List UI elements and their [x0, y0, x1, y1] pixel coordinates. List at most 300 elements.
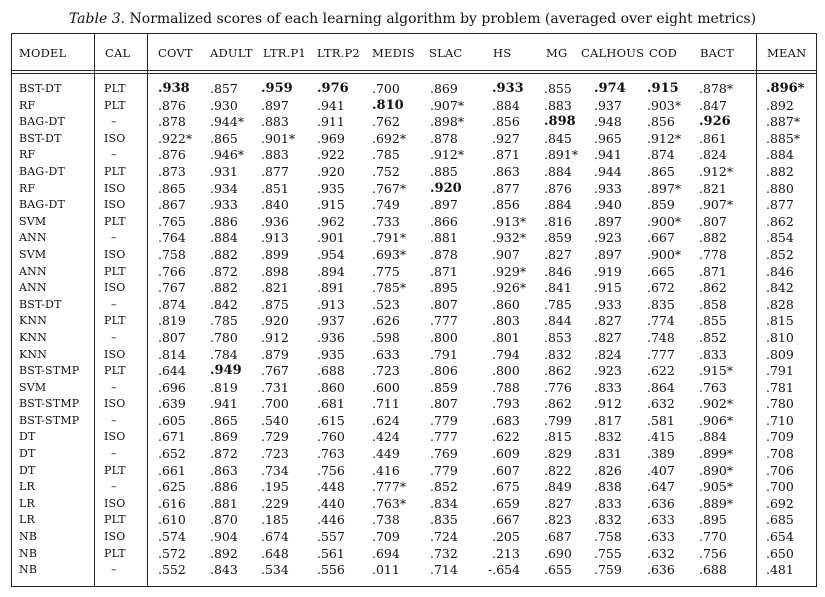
score-cell-adult: .872 [210, 446, 238, 462]
score-cell-medis: .692* [372, 130, 407, 146]
score-cell-cod: .672 [647, 280, 675, 296]
calibration-cell: ISO [104, 198, 126, 212]
score-cell-hs: .675 [492, 479, 520, 495]
score-cell-calhous: .833 [594, 379, 622, 395]
model-cell: BAG-DT [19, 164, 66, 178]
score-cell-calhous: .824 [594, 346, 622, 362]
score-cell-bact: .905* [699, 479, 734, 495]
score-cell-covt: .605 [158, 412, 186, 428]
table-row [12, 147, 816, 164]
score-cell-mean: .880 [766, 180, 794, 196]
score-cell-hs: .877 [492, 180, 520, 196]
score-cell-hs: .793 [492, 396, 520, 412]
score-cell-mean: .654 [766, 529, 794, 545]
score-cell-adult: .780 [210, 329, 238, 345]
calibration-cell: PLT [104, 364, 126, 378]
score-cell-medis: .711 [372, 396, 400, 412]
score-cell-hs: .205 [492, 529, 520, 545]
score-cell-hs: .871 [492, 147, 520, 163]
score-cell-hs: .907 [492, 246, 520, 262]
score-cell-mean: .882 [766, 163, 794, 179]
score-cell-cod: .897* [647, 180, 682, 196]
score-cell-bact: .807 [699, 213, 727, 229]
score-cell-adult: .865 [210, 412, 238, 428]
score-cell-bact: .855 [699, 313, 727, 329]
model-cell: RF [19, 98, 36, 112]
column-header-covt: COVT [158, 46, 193, 60]
model-cell: BST-DT [19, 82, 62, 95]
score-cell-adult: .869 [210, 429, 238, 445]
score-cell-mg: .884 [544, 197, 572, 213]
score-cell-mean: .854 [766, 230, 794, 246]
score-cell-adult: .886 [210, 479, 238, 495]
score-cell-ltr-p2: .440 [317, 495, 345, 511]
score-cell-mg: .862 [544, 396, 572, 412]
score-cell-adult: .819 [210, 379, 238, 395]
score-cell-cod: .903* [647, 97, 682, 113]
table-row [12, 429, 816, 446]
calibration-cell: ISO [104, 347, 126, 361]
score-cell-covt: .639 [158, 396, 186, 412]
score-cell-calhous: .755 [594, 545, 622, 561]
score-cell-ltr-p1: .920 [261, 313, 289, 329]
model-cell: BST-STMP [19, 364, 80, 378]
score-cell-mg: .841 [544, 280, 572, 296]
score-cell-bact: .821 [699, 180, 727, 196]
model-cell: KNN [19, 347, 48, 361]
calibration-cell: PLT [104, 463, 126, 477]
score-cell-hs: .622 [492, 429, 520, 445]
model-cell: LR [19, 480, 35, 494]
score-cell-slac: .834 [430, 495, 458, 511]
score-cell-hs: .609 [492, 446, 520, 462]
model-cell: DT [19, 447, 36, 461]
score-cell-mg: .876 [544, 180, 572, 196]
score-cell-cod: .900* [647, 213, 682, 229]
score-cell-mean: .852 [766, 246, 794, 262]
score-cell-hs: .800 [492, 363, 520, 379]
score-cell-mg: .827 [544, 495, 572, 511]
score-cell-ltr-p1: .195 [261, 479, 289, 495]
score-cell-mean: .481 [766, 562, 794, 578]
score-cell-ltr-p1: .898 [261, 263, 289, 279]
score-cell-cod: .777 [647, 346, 675, 362]
score-cell-ltr-p2: .446 [317, 512, 345, 528]
score-cell-bact: .915* [699, 363, 734, 379]
score-cell-ltr-p1: .840 [261, 197, 289, 213]
column-header-adult: ADULT [210, 46, 253, 60]
model-cell: BAG-DT [19, 115, 66, 129]
score-cell-mg: .883 [544, 97, 572, 113]
score-cell-covt: .552 [158, 562, 186, 578]
score-cell-bact: .861 [699, 130, 727, 146]
calibration-cell: ISO [104, 281, 126, 295]
score-cell-adult: .870 [210, 512, 238, 528]
score-cell-adult: .882 [210, 280, 238, 296]
model-cell: ANN [19, 231, 47, 245]
column-header-mg: MG [546, 46, 568, 60]
score-cell-mg: .849 [544, 479, 572, 495]
results-table [11, 33, 817, 587]
model-cell: DT [19, 463, 36, 477]
score-cell-calhous: .941 [594, 147, 622, 163]
table-body [12, 81, 816, 579]
score-cell-covt: .876 [158, 97, 186, 113]
score-cell-adult: .785 [210, 313, 238, 329]
model-cell: BST-STMP [19, 397, 80, 411]
calibration-cell: – [111, 413, 117, 427]
score-cell-ltr-p2: .911 [317, 114, 345, 130]
score-cell-medis: .709 [372, 529, 400, 545]
table-row [12, 396, 816, 413]
score-cell-mg: .862 [544, 363, 572, 379]
score-cell-calhous: .827 [594, 329, 622, 345]
score-cell-cod: .856 [647, 114, 675, 130]
score-cell-ltr-p2: .941 [317, 97, 345, 113]
score-cell-mean: .706 [766, 462, 794, 478]
score-cell-ltr-p1: .540 [261, 412, 289, 428]
score-cell-bact: .847 [699, 97, 727, 113]
calibration-cell: – [111, 297, 117, 311]
score-cell-mg: .884 [544, 163, 572, 179]
score-cell-hs: .913* [492, 213, 527, 229]
score-cell-hs: .926* [492, 280, 527, 296]
score-cell-cod: .622 [647, 363, 675, 379]
model-cell: ANN [19, 264, 47, 278]
score-cell-slac: .907* [430, 97, 465, 113]
score-cell-calhous: .817 [594, 412, 622, 428]
score-cell-calhous: .831 [594, 446, 622, 462]
model-cell: SVM [19, 247, 47, 261]
model-cell: RF [19, 181, 36, 195]
caption-label: Table 3. [68, 11, 126, 27]
score-cell-ltr-p1: .883 [261, 147, 289, 163]
calibration-cell: ISO [104, 131, 126, 145]
calibration-cell: – [111, 231, 117, 245]
score-cell-medis: .791* [372, 230, 407, 246]
score-cell-cod: .874 [647, 147, 675, 163]
score-cell-bact: .889* [699, 495, 734, 511]
table-row [12, 230, 816, 247]
score-cell-hs: .927 [492, 130, 520, 146]
score-cell-covt: .878 [158, 114, 186, 130]
score-cell-ltr-p1: .901* [261, 130, 296, 146]
score-cell-medis: .775 [372, 263, 400, 279]
model-cell: BAG-DT [19, 198, 66, 212]
score-cell-bact: .899* [699, 446, 734, 462]
model-cell: ANN [19, 281, 47, 295]
score-cell-cod: .389 [647, 446, 675, 462]
score-cell-covt: .865 [158, 180, 186, 196]
table-row [12, 512, 816, 529]
score-cell-slac: .806 [430, 363, 458, 379]
score-cell-ltr-p2: .763 [317, 446, 345, 462]
score-cell-ltr-p2: .962 [317, 213, 345, 229]
score-cell-mean: .685 [766, 512, 794, 528]
score-cell-slac: .779 [430, 462, 458, 478]
score-cell-cod: .407 [647, 462, 675, 478]
calibration-cell: PLT [104, 546, 126, 560]
score-cell-ltr-p1: .875 [261, 296, 289, 312]
score-cell-cod: .636 [647, 495, 675, 511]
calibration-cell: PLT [104, 164, 126, 178]
model-cell: NB [19, 563, 38, 577]
score-cell-mean: .892 [766, 97, 794, 113]
score-cell-calhous: .827 [594, 313, 622, 329]
score-cell-hs: .667 [492, 512, 520, 528]
score-cell-hs: .213 [492, 545, 520, 561]
score-cell-calhous: .944 [594, 163, 622, 179]
header-rule-1 [12, 70, 816, 71]
score-cell-calhous: .919 [594, 263, 622, 279]
score-cell-medis: .694 [372, 545, 400, 561]
score-cell-calhous: .838 [594, 479, 622, 495]
score-cell-covt: .819 [158, 313, 186, 329]
score-cell-adult: .944* [210, 114, 245, 130]
score-cell-covt: .873 [158, 163, 186, 179]
score-cell-slac: .920 [430, 180, 462, 196]
table-row [12, 280, 816, 297]
score-cell-covt: .765 [158, 213, 186, 229]
score-cell-mean: .842 [766, 280, 794, 296]
table-row [12, 330, 816, 347]
score-cell-mg: .844 [544, 313, 572, 329]
score-cell-ltr-p2: .915 [317, 197, 345, 213]
table-row [12, 197, 816, 214]
score-cell-ltr-p1: .674 [261, 529, 289, 545]
score-cell-medis: .416 [372, 462, 400, 478]
model-cell: LR [19, 513, 35, 527]
score-cell-cod: .633 [647, 512, 675, 528]
score-cell-mg: .823 [544, 512, 572, 528]
score-cell-covt: .766 [158, 263, 186, 279]
table-row [12, 413, 816, 430]
score-cell-slac: .777 [430, 429, 458, 445]
score-cell-covt: .874 [158, 296, 186, 312]
table-row [12, 81, 816, 98]
table-row [12, 297, 816, 314]
score-cell-cod: .636 [647, 562, 675, 578]
score-cell-mean: .896* [766, 81, 805, 96]
score-cell-cod: .900* [647, 246, 682, 262]
table-row [12, 496, 816, 513]
score-cell-ltr-p1: .185 [261, 512, 289, 528]
score-cell-bact: .756 [699, 545, 727, 561]
score-cell-covt: .696 [158, 379, 186, 395]
score-cell-medis: .749 [372, 197, 400, 213]
score-cell-hs: .683 [492, 412, 520, 428]
score-cell-covt: .644 [158, 363, 186, 379]
score-cell-mg: .687 [544, 529, 572, 545]
score-cell-cod: .647 [647, 479, 675, 495]
score-cell-mg: .776 [544, 379, 572, 395]
score-cell-mg: .815 [544, 429, 572, 445]
calibration-cell: ISO [104, 397, 126, 411]
calibration-cell: – [111, 115, 117, 129]
score-cell-mg: .829 [544, 446, 572, 462]
score-cell-ltr-p2: .935 [317, 346, 345, 362]
score-cell-ltr-p2: .913 [317, 296, 345, 312]
model-cell: LR [19, 496, 35, 510]
score-cell-mg: .827 [544, 246, 572, 262]
table-row [12, 214, 816, 231]
column-header-cod: COD [649, 46, 678, 60]
score-cell-mean: .884 [766, 147, 794, 163]
score-cell-ltr-p2: .935 [317, 180, 345, 196]
header-rule-2 [12, 73, 816, 74]
score-cell-mg: .822 [544, 462, 572, 478]
score-cell-mean: .887* [766, 114, 801, 130]
score-cell-bact: .884 [699, 429, 727, 445]
score-cell-medis: .777* [372, 479, 407, 495]
score-cell-calhous: .758 [594, 529, 622, 545]
score-cell-slac: .777 [430, 313, 458, 329]
score-cell-hs: .884 [492, 97, 520, 113]
score-cell-adult: .949 [210, 363, 242, 379]
table-caption [0, 11, 825, 27]
score-cell-ltr-p1: .229 [261, 495, 289, 511]
score-cell-mg: .785 [544, 296, 572, 312]
score-cell-mean: .810 [766, 329, 794, 345]
score-cell-ltr-p1: .851 [261, 180, 289, 196]
score-cell-ltr-p2: .756 [317, 462, 345, 478]
table-row [12, 98, 816, 115]
score-cell-adult: .931 [210, 163, 238, 179]
score-cell-bact: .833 [699, 346, 727, 362]
score-cell-hs: .794 [492, 346, 520, 362]
score-cell-covt: .764 [158, 230, 186, 246]
score-cell-hs: .863 [492, 163, 520, 179]
score-cell-covt: .767 [158, 280, 186, 296]
score-cell-medis: .700 [372, 81, 400, 96]
score-cell-ltr-p1: .534 [261, 562, 289, 578]
score-cell-adult: .857 [210, 81, 238, 96]
score-cell-adult: .884 [210, 230, 238, 246]
score-cell-medis: .738 [372, 512, 400, 528]
calibration-cell: PLT [104, 98, 126, 112]
score-cell-ltr-p2: .894 [317, 263, 345, 279]
score-cell-mean: .885* [766, 130, 801, 146]
table-row [12, 114, 816, 131]
score-cell-cod: .667 [647, 230, 675, 246]
score-cell-mg: .845 [544, 130, 572, 146]
score-cell-ltr-p2: .615 [317, 412, 345, 428]
score-cell-mg: .855 [544, 81, 572, 96]
score-cell-medis: .598 [372, 329, 400, 345]
score-cell-ltr-p1: .700 [261, 396, 289, 412]
score-cell-slac: .732 [430, 545, 458, 561]
column-header-ltr-p2: LTR.P2 [317, 46, 360, 60]
score-cell-ltr-p1: .821 [261, 280, 289, 296]
score-cell-covt: .807 [158, 329, 186, 345]
score-cell-mg: .655 [544, 562, 572, 578]
score-cell-calhous: .933 [594, 180, 622, 196]
score-cell-calhous: .759 [594, 562, 622, 578]
score-cell-calhous: .937 [594, 97, 622, 113]
score-cell-bact: .688 [699, 562, 727, 578]
column-header-calhous: CALHOUS [581, 46, 645, 60]
score-cell-calhous: .826 [594, 462, 622, 478]
score-cell-slac: .898* [430, 114, 465, 130]
calibration-cell: – [111, 480, 117, 494]
score-cell-slac: .871 [430, 263, 458, 279]
score-cell-slac: .769 [430, 446, 458, 462]
score-cell-cod: .665 [647, 263, 675, 279]
calibration-cell: PLT [104, 82, 126, 95]
calibration-cell: – [111, 563, 117, 577]
score-cell-covt: .922* [158, 130, 193, 146]
score-cell-medis: .424 [372, 429, 400, 445]
table-row [12, 347, 816, 364]
score-cell-mean: .708 [766, 446, 794, 462]
calibration-cell: – [111, 330, 117, 344]
score-cell-adult: .892 [210, 545, 238, 561]
score-cell-bact: .770 [699, 529, 727, 545]
score-cell-slac: .779 [430, 412, 458, 428]
score-cell-ltr-p1: .729 [261, 429, 289, 445]
score-cell-calhous: .897 [594, 246, 622, 262]
score-cell-covt: .652 [158, 446, 186, 462]
table-row [12, 313, 816, 330]
score-cell-mg: .799 [544, 412, 572, 428]
score-cell-ltr-p2: .976 [317, 81, 349, 96]
column-header-cal: CAL [105, 46, 131, 60]
score-cell-ltr-p1: .877 [261, 163, 289, 179]
model-cell: BST-DT [19, 131, 62, 145]
score-cell-medis: .810 [372, 97, 404, 113]
model-cell: SVM [19, 380, 47, 394]
score-cell-mg: .859 [544, 230, 572, 246]
score-cell-calhous: .923 [594, 363, 622, 379]
score-cell-ltr-p2: .561 [317, 545, 345, 561]
model-cell: KNN [19, 330, 48, 344]
score-cell-hs: .932* [492, 230, 527, 246]
score-cell-ltr-p2: .891 [317, 280, 345, 296]
score-cell-mean: .709 [766, 429, 794, 445]
score-cell-cod: .581 [647, 412, 675, 428]
score-cell-hs: .856 [492, 197, 520, 213]
score-cell-calhous: .923 [594, 230, 622, 246]
score-cell-medis: .633 [372, 346, 400, 362]
score-cell-covt: .616 [158, 495, 186, 511]
score-cell-cod: .865 [647, 163, 675, 179]
score-cell-medis: .767* [372, 180, 407, 196]
score-cell-bact: .882 [699, 230, 727, 246]
score-cell-hs: .803 [492, 313, 520, 329]
column-header-bact: BACT [700, 46, 735, 60]
score-cell-adult: .933 [210, 197, 238, 213]
score-cell-hs: .659 [492, 495, 520, 511]
calibration-cell: ISO [104, 247, 126, 261]
score-cell-medis: .600 [372, 379, 400, 395]
score-cell-slac: .791 [430, 346, 458, 362]
score-cell-mean: .862 [766, 213, 794, 229]
score-cell-calhous: .912 [594, 396, 622, 412]
score-cell-ltr-p1: .897 [261, 97, 289, 113]
score-cell-ltr-p2: .901 [317, 230, 345, 246]
score-cell-bact: .862 [699, 280, 727, 296]
model-cell: SVM [19, 214, 47, 228]
score-cell-ltr-p1: .731 [261, 379, 289, 395]
score-cell-slac: .885 [430, 163, 458, 179]
score-cell-bact: .852 [699, 329, 727, 345]
model-cell: KNN [19, 314, 48, 328]
score-cell-slac: .881 [430, 230, 458, 246]
score-cell-bact: .824 [699, 147, 727, 163]
score-cell-ltr-p2: .920 [317, 163, 345, 179]
calibration-cell: ISO [104, 530, 126, 544]
score-cell-medis: .785* [372, 280, 407, 296]
